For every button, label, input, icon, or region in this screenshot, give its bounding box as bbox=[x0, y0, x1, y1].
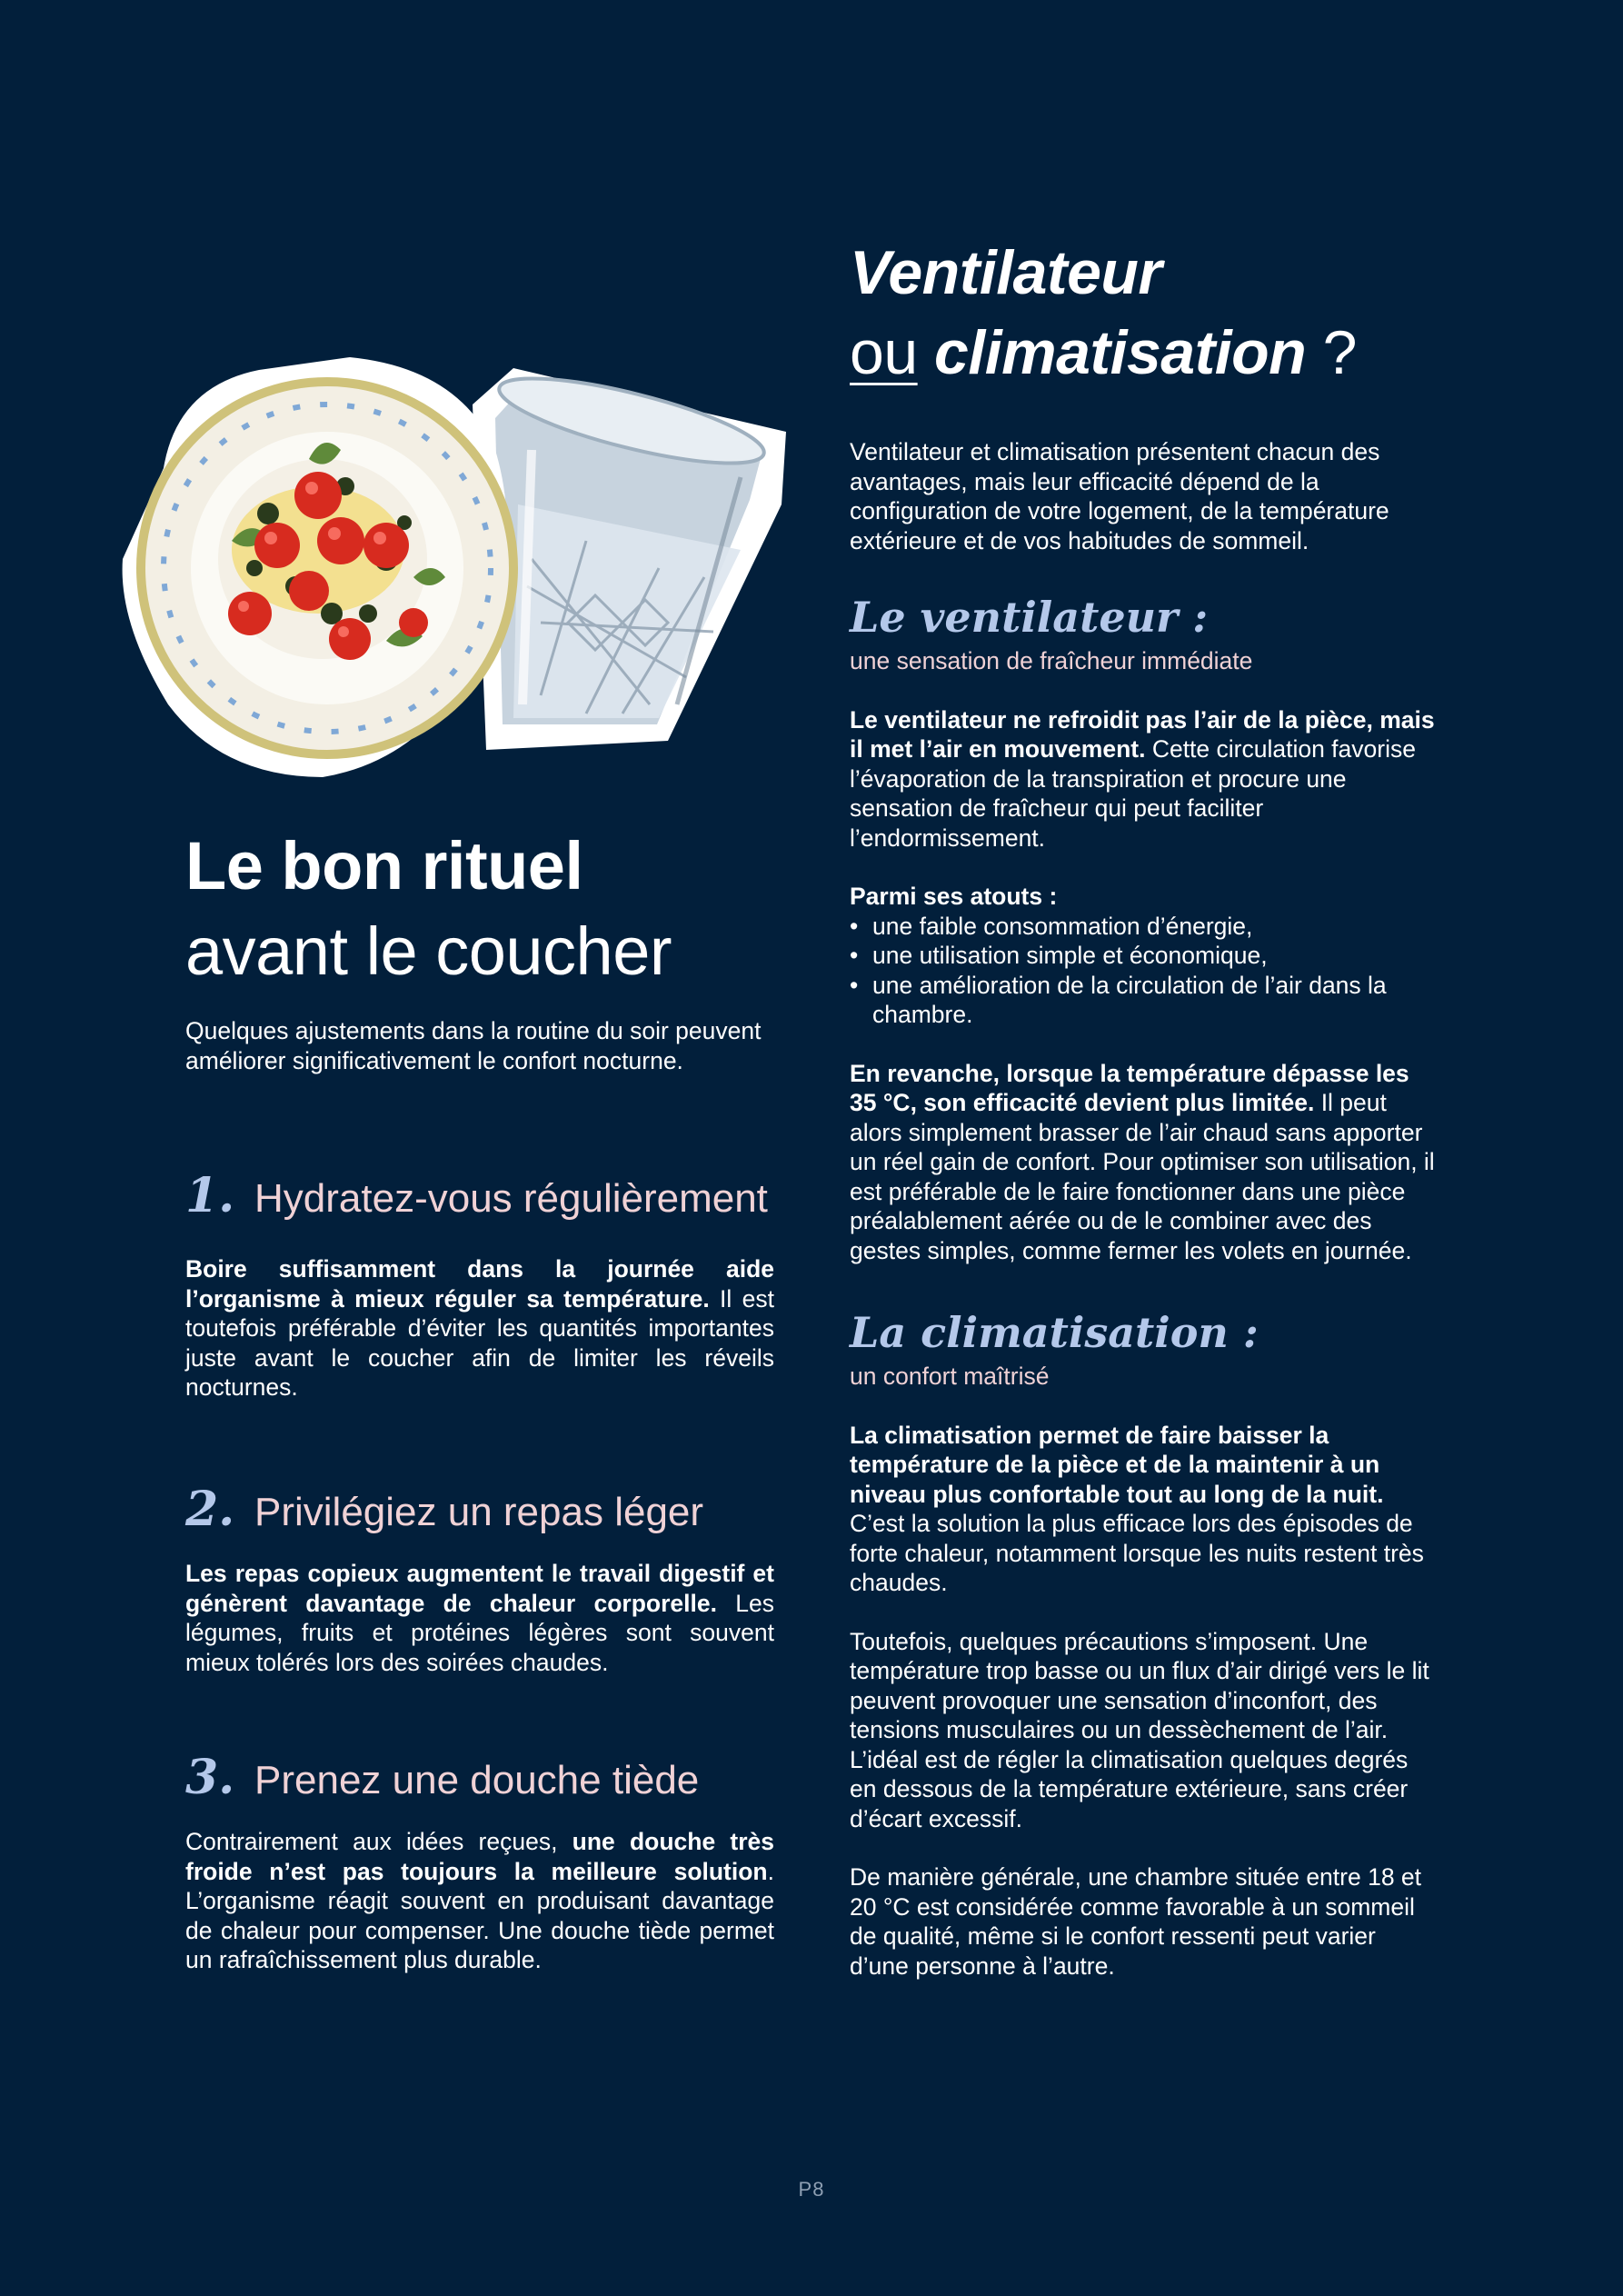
tip-2-number: 2. bbox=[185, 1482, 235, 1537]
tip-2-heading bbox=[185, 1482, 774, 1537]
right-heading-mark: ? bbox=[1322, 318, 1357, 387]
ventilateur-title: Le ventilateur : bbox=[850, 593, 1209, 642]
tip-3-heading bbox=[185, 1750, 774, 1805]
page-number: P8 bbox=[798, 2178, 825, 2201]
glass-of-water-icon bbox=[473, 362, 786, 750]
climatisation-paragraph-3: De manière générale, une chambre située entre 18 et 20 °C est considérée comme favorable à un sommeil de qualité, même si le confort ressenti peut varier d’une personne à l’autre. bbox=[850, 1863, 1422, 1980]
ventilateur-p2-bold: En revanche, lorsque la température dépasse les 35 °C, son efficacité devient plus limitée. bbox=[850, 1059, 1409, 1116]
tip-3-text: . L’organisme réagit souvent en produisant davantage de chaleur pour compenser. Une douche tiède permet un rafraîchissement plus durable. bbox=[185, 1857, 774, 1973]
tip-2 bbox=[185, 1482, 774, 1677]
tip-1-text: Il est toutefois préférable d’éviter les quantités importantes juste avant le coucher afin de limiter les réveils nocturnes. bbox=[185, 1284, 774, 1401]
plate-with-salad-icon bbox=[123, 357, 513, 777]
atouts-label bbox=[850, 882, 1440, 912]
tip-2-bold: Les repas copieux augmentent le travail digestif et génèrent davantage de chaleur corporelle. bbox=[185, 1560, 774, 1617]
tip-1-title: Hydratez-vous régulièrement bbox=[254, 1176, 768, 1221]
climatisation-paragraph-2: Toutefois, quelques précautions s’imposent. Une température trop basse ou un flux d’air dirigé vers le lit peuvent provoquer une sensation d’inconfort, des tensions musculaires ou un dessèchement de l’air. L’idéal est de régler la climatisation quelques degrés en dessous de la température extérieure, sans créer d’écart excessif. bbox=[850, 1627, 1429, 1832]
tip-2-text: Les légumes, fruits et protéines légères sont souvent mieux tolérés lors des soirées chaudes. bbox=[185, 1589, 774, 1676]
list-item: • une utilisation simple et économique, bbox=[850, 941, 1440, 971]
tip-1-body bbox=[185, 1254, 774, 1403]
tip-1-bold: Boire suffisamment dans la journée aide l’organisme à mieux réguler sa température. bbox=[185, 1255, 774, 1313]
main-subtitle: avant le coucher bbox=[185, 913, 672, 989]
food-and-water-illustration bbox=[114, 350, 791, 786]
ventilateur-p2-text: Il peut alors simplement brasser de l’air chaud sans apporter un réel gain de confort. Pour optimiser son utilisation, il est préférable de le faire fonctionner dans une pièce préalablement aérée ou de le combiner avec des gestes simples, comme fermer les volets en journée. bbox=[850, 1089, 1435, 1264]
right-column bbox=[850, 232, 1440, 1981]
right-intro: Ventilateur et climatisation présentent chacun des avantages, mais leur efficacité dépend de la configuration de votre logement, de la température extérieure et de vos habitudes de sommeil. bbox=[850, 438, 1389, 554]
right-heading-line2 bbox=[850, 312, 1440, 394]
atouts-label-text: Parmi ses atouts : bbox=[850, 883, 1058, 910]
tip-3 bbox=[185, 1750, 774, 1975]
ventilateur-subtitle: une sensation de fraîcheur immédiate bbox=[850, 647, 1253, 674]
tip-1-number: 1. bbox=[185, 1168, 235, 1223]
climatisation-paragraph-1 bbox=[850, 1421, 1440, 1598]
right-heading-line1: Ventilateur bbox=[850, 238, 1162, 307]
ventilateur-p1-bold: Le ventilateur ne refroidit pas l’air de la pièce, mais il met l’air en mouvement. bbox=[850, 705, 1435, 763]
tip-3-number: 3. bbox=[185, 1750, 235, 1805]
tip-3-before: Contrairement aux idées reçues, bbox=[185, 1828, 573, 1855]
climatisation-p1-text: C’est la solution la plus efficace lors des épisodes de forte chaleur, notamment lorsque les nuits restent très chaudes. bbox=[850, 1510, 1424, 1596]
tip-3-body bbox=[185, 1827, 774, 1975]
ventilateur-paragraph-1 bbox=[850, 705, 1440, 854]
tip-1-heading bbox=[185, 1168, 774, 1223]
climatisation-title: La climatisation : bbox=[850, 1308, 1259, 1357]
climatisation-p1-bold: La climatisation permet de faire baisser la température de la pièce et de la maintenir à un niveau plus confortable tout au long de la nuit. bbox=[850, 1421, 1384, 1508]
list-item: • une amélioration de la circulation de l’air dans la chambre. bbox=[850, 971, 1440, 1030]
tip-3-title: Prenez une douche tiède bbox=[254, 1758, 700, 1802]
atouts-list bbox=[850, 912, 1440, 1030]
ventilateur-paragraph-2 bbox=[850, 1059, 1440, 1266]
tip-1 bbox=[185, 1168, 774, 1403]
ventilateur-p1-text: Cette circulation favorise l’évaporation de la transpiration et procure une sensation de fraîcheur qui peut faciliter l’endormissement. bbox=[850, 735, 1416, 852]
tip-2-body bbox=[185, 1559, 774, 1677]
left-column bbox=[185, 825, 774, 1075]
right-heading-ou: ou bbox=[850, 318, 918, 387]
tip-3-bold: une douche très froide n’est pas toujours la meilleure solution bbox=[185, 1828, 774, 1885]
tip-2-title: Privilégiez un repas léger bbox=[254, 1490, 704, 1534]
list-item: • une faible consommation d’énergie, bbox=[850, 912, 1440, 942]
left-intro: Quelques ajustements dans la routine du soir peuvent améliorer significativement le confort nocturne. bbox=[185, 1017, 762, 1074]
main-title: Le bon rituel bbox=[185, 828, 583, 903]
right-heading-word: climatisation bbox=[934, 318, 1307, 387]
climatisation-subtitle: un confort maîtrisé bbox=[850, 1363, 1050, 1390]
